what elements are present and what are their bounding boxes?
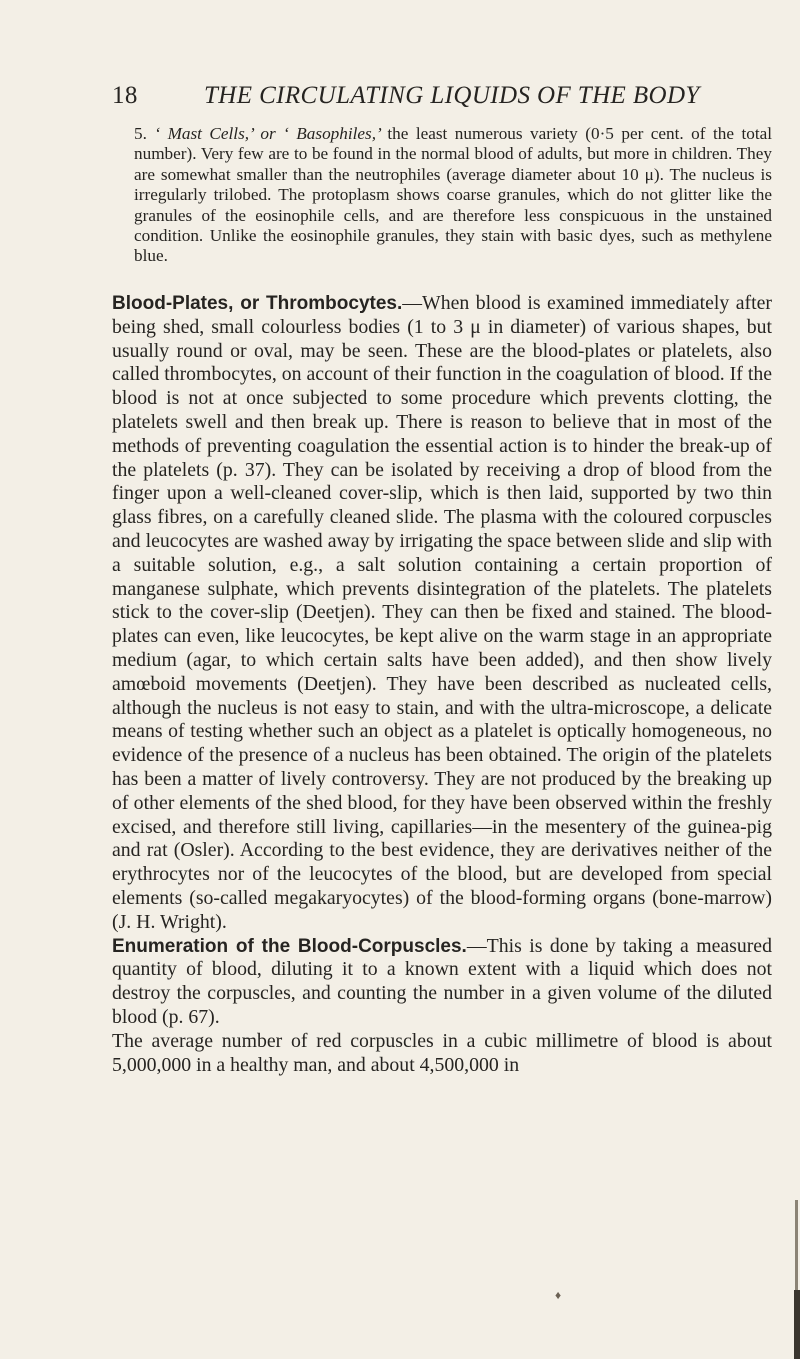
page-edge bbox=[794, 1290, 800, 1359]
enumeration-text: —This is done by taking a measured quantity of blood, diluting it to a known extent with a liquid which does not destroy the corpuscles, and counting the number in a given volume of the diluted blood (p. 67). bbox=[112, 934, 772, 1028]
average-number-text: The average number of red corpuscles in a cubic millimetre of blood is about 5,000,000 in a healthy man, and about 4,500,000 in bbox=[112, 1029, 772, 1076]
page-edge-shadow bbox=[795, 1200, 798, 1290]
enumeration-paragraph bbox=[112, 935, 772, 1030]
page-number: 18 bbox=[112, 82, 138, 109]
enumeration-heading: Enumeration of the Blood-Corpuscles. bbox=[112, 935, 467, 957]
average-number-paragraph bbox=[112, 1030, 772, 1078]
blood-plates-heading: Blood-Plates, or Thrombocytes. bbox=[112, 293, 403, 314]
item-label: ‘ Mast Cells,’ or ‘ Basophiles,’ bbox=[154, 124, 388, 143]
main-body bbox=[112, 292, 772, 1077]
item-number: 5. bbox=[134, 124, 155, 143]
item-text: the least numerous variety (0·5 per cent. of the total number). Very few are to be found in the normal blood of adults, but more in children. They are somewhat smaller than the neutrophiles (average diameter about 10 μ). The nucleus is irregularly trilobed. The protoplasm shows coarse granules, which do not glitter like the granules of the eosinophile cells, and are therefore less conspicuous in the unstained condition. Unlike the eosinophile granules, they stain with basic dyes, such as methylene blue. bbox=[134, 124, 772, 266]
printer-mark: ♦ bbox=[555, 1288, 562, 1302]
blood-plates-paragraph bbox=[112, 292, 772, 935]
blood-plates-text: —When blood is examined immediately after being shed, small colourless bodies (1 to 3 μ in diameter) of various shapes, but usually round or oval, may be seen. These are the blood-plates or platelets, also called thrombocytes, on account of their function in the coagulation of blood. If the blood is not at once subjected to some procedure which prevents clotting, the platelets swell and then break up. There is reason to believe that in most of the methods of preventing coagulation the essential action is to hinder the break-up of the platelets (p. 37). They can be isolated by receiving a drop of blood from the finger upon a well-cleaned cover-slip, which is then laid, supported by two thin glass fibres, on a carefully cleaned slide. The plasma with the coloured corpuscles and leucocytes are washed away by irrigating the space between slide and slip with a suitable solution, e.g., a salt solution containing a certain proportion of manganese sulphate, which prevents disintegration of the platelets. The platelets stick to the cover-slip (Deetjen). They can then be fixed and stained. The blood-plates can even, like leucocytes, be kept alive on the warm stage in an appropriate medium (agar, to which certain salts have been added), and then show lively amœboid movements (Deetjen). They have been described as nucleated cells, although the nucleus is not easy to stain, and with the ultra-microscope, a delicate means of testing whether such an object as a platelet is optically homogeneous, no evidence of the presence of a nucleus has been obtained. The origin of the platelets has been a matter of lively controversy. They are not produced by the breaking up of other elements of the shed blood, for they have been observed within the freshly excised, and therefore still living, capillaries—in the mesentery of the guinea-pig and rat (Osler). According to the best evidence, they are derivatives neither of the erythrocytes nor of the leucocytes of the blood, but are developed from special elements (so-called megakaryocytes) of the blood-forming organs (bone-marrow) (J. H. Wright). bbox=[112, 292, 773, 933]
running-title: THE CIRCULATING LIQUIDS OF THE BODY bbox=[204, 82, 700, 109]
basophiles-paragraph bbox=[112, 124, 772, 267]
